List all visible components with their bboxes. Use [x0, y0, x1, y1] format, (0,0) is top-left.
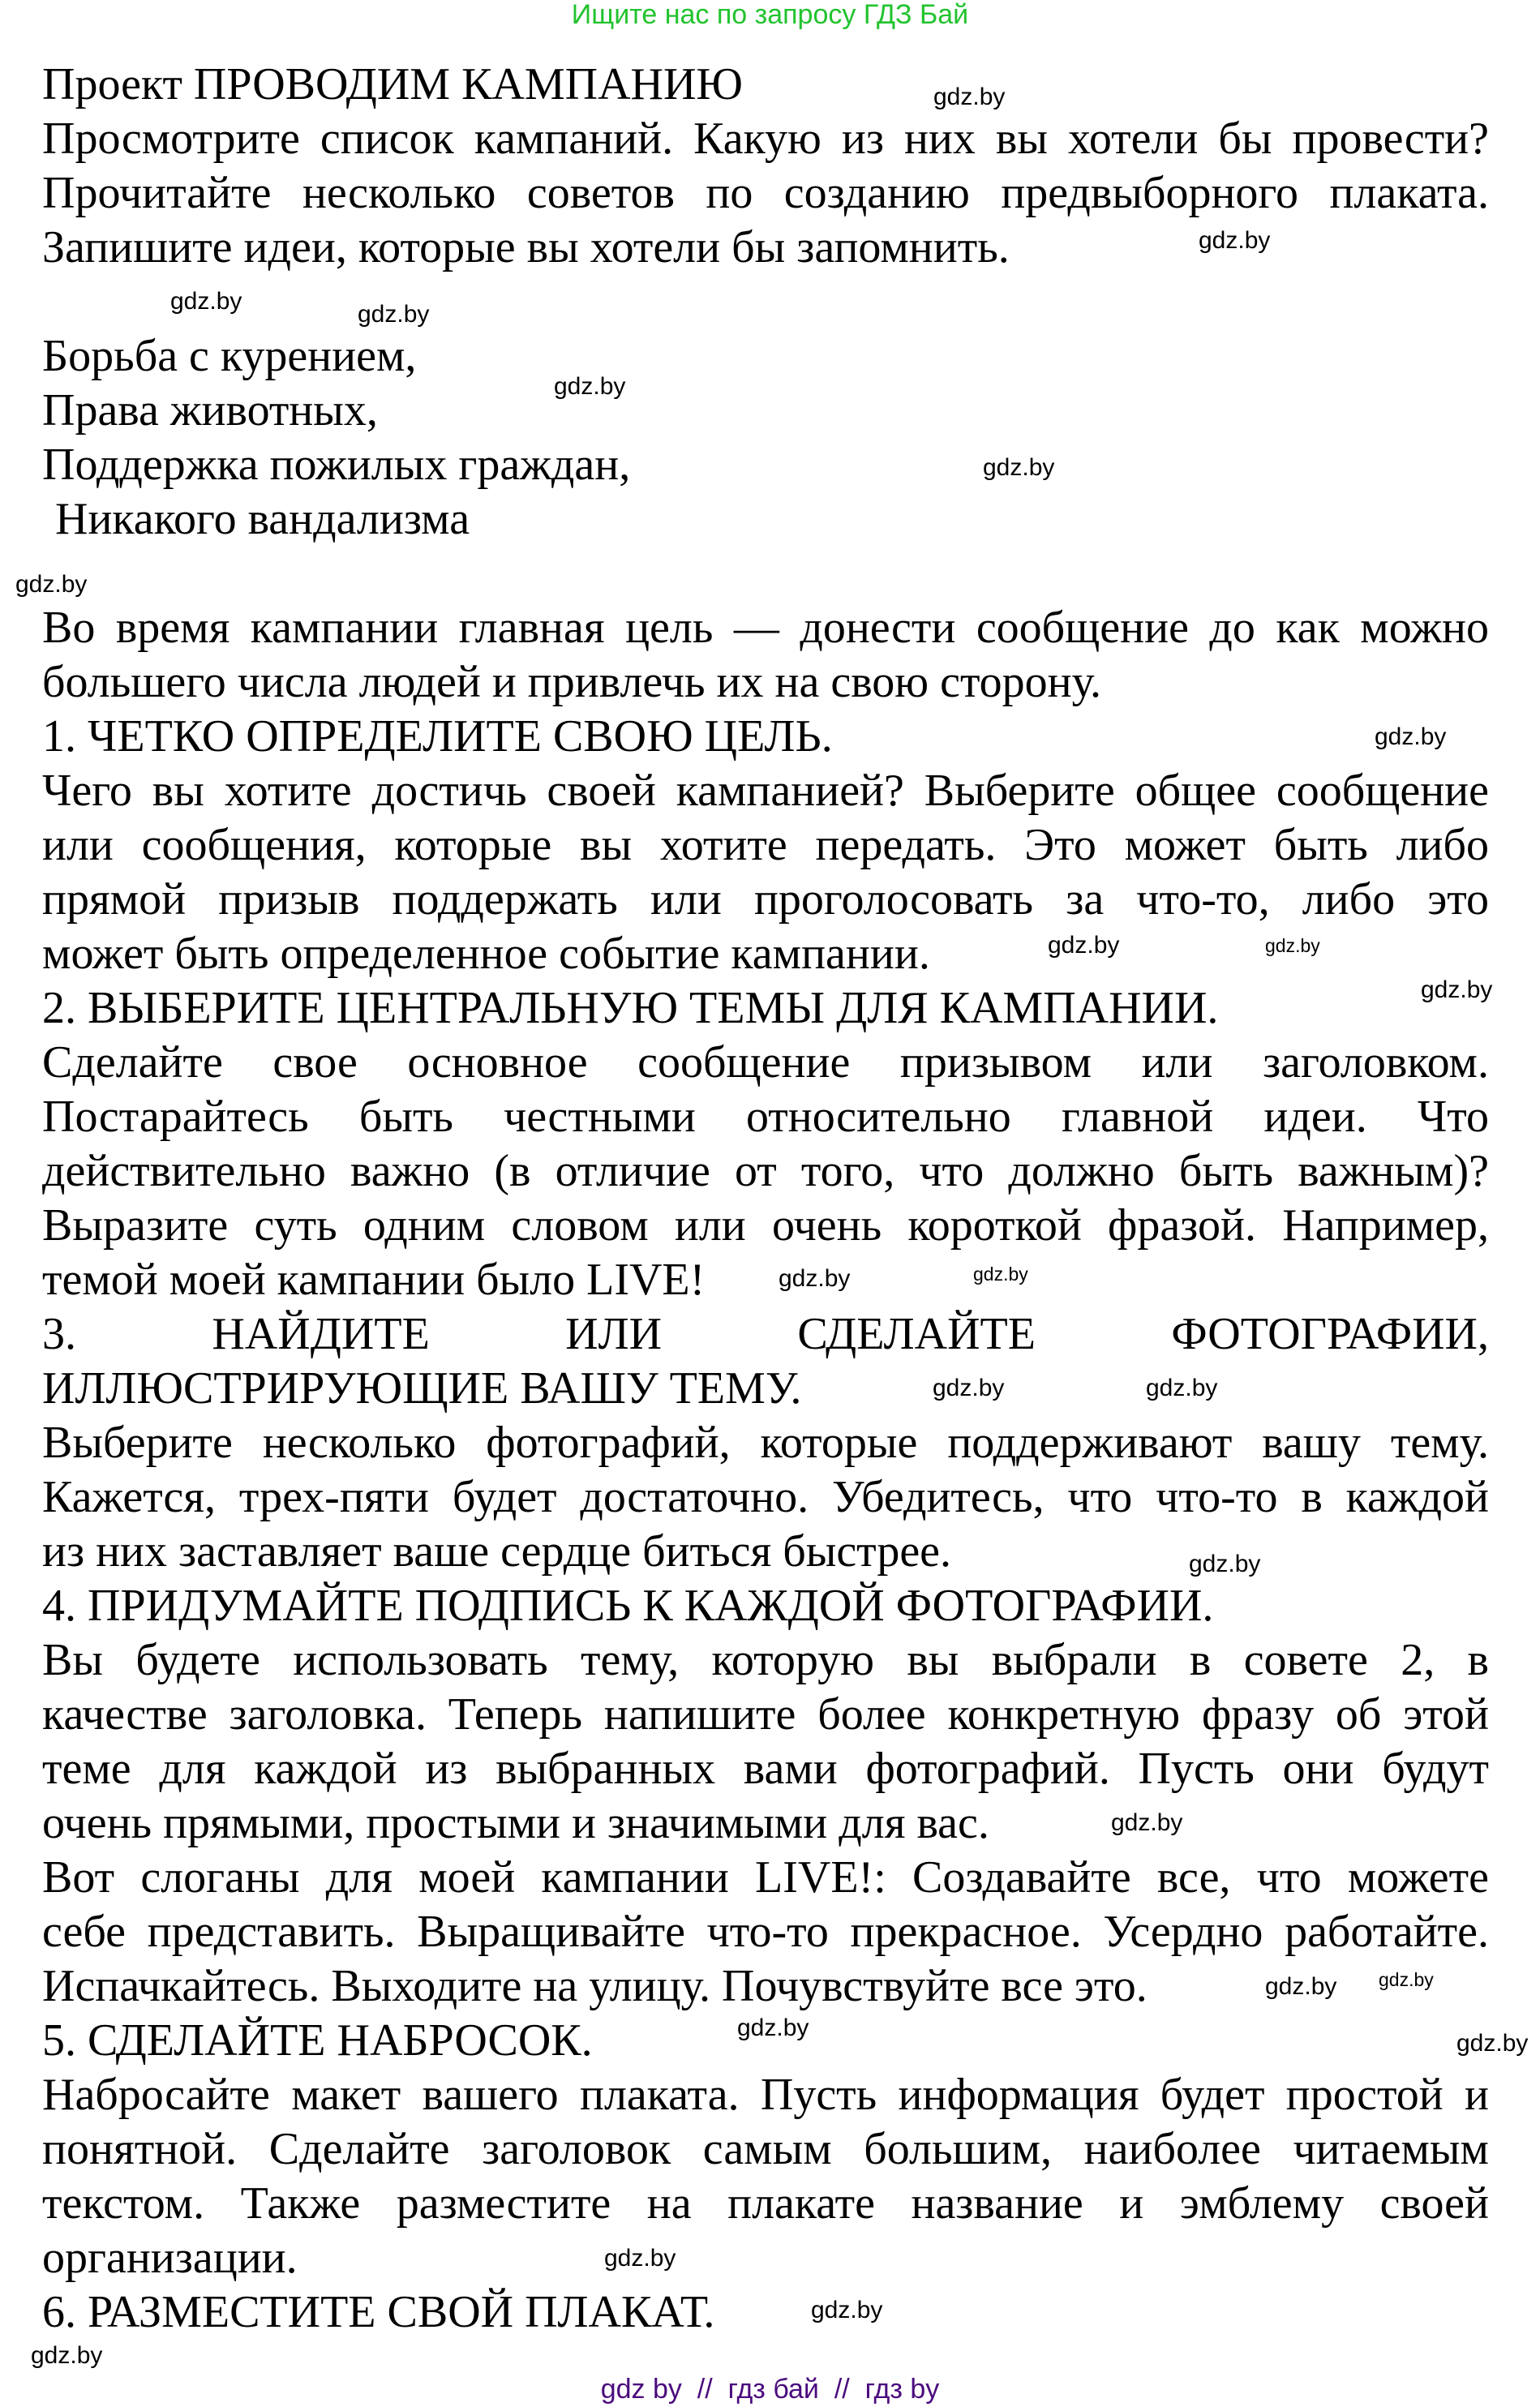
- watermark: gdz.by: [1375, 723, 1447, 750]
- text-line: большего числа людей и привлечь их на свою сторону.: [42, 657, 1102, 707]
- promo-banner[interactable]: Ищите нас по запросу ГДЗ Бай: [571, 0, 969, 30]
- watermark: gdz.by: [973, 1264, 1028, 1285]
- watermark: gdz.by: [779, 1265, 851, 1292]
- text-line: Во время кампании главная цель — донести сообщение до как можно: [42, 603, 1489, 653]
- section-heading: 5. СДЕЛАЙТЕ НАБРОСОК.: [42, 2015, 593, 2066]
- watermark: gdz.by: [1265, 935, 1320, 956]
- text-line: очень прямыми, простыми и значимыми для вас.: [42, 1798, 989, 1848]
- text-line: Просмотрите список кампаний. Какую из них вы хотели бы провести?: [42, 114, 1489, 164]
- text-line: Никакого вандализма: [55, 494, 470, 544]
- watermark: gdz.by: [1265, 1973, 1337, 2000]
- text-line: действительно важно (в отличие от того, что должно быть важным)?: [42, 1146, 1489, 1196]
- watermark: gdz.by: [554, 373, 626, 400]
- section-heading: 3. НАЙДИТЕ ИЛИ СДЕЛАЙТЕ ФОТОГРАФИИ,: [42, 1309, 1489, 1359]
- text-line: текстом. Также разместите на плакате название и эмблему своей: [42, 2178, 1489, 2229]
- watermark: gdz.by: [933, 84, 1006, 110]
- watermark: gdz.by: [1379, 1969, 1434, 1990]
- text-line: Набросайте макет вашего плаката. Пусть информация будет простой и: [42, 2070, 1489, 2120]
- text-line: прямой призыв поддержать или проголосовать за что-то, либо это: [42, 874, 1489, 925]
- text-line: Испачкайтесь. Выходите на улицу. Почувствуйте все это.: [42, 1961, 1147, 2011]
- watermark: gdz.by: [811, 2297, 883, 2323]
- text-line: Кажется, трех-пяти будет достаточно. Убедитесь, что что-то в каждой: [42, 1472, 1489, 1522]
- text-line: Выберите несколько фотографий, которые поддерживают вашу тему.: [42, 1418, 1489, 1468]
- watermark: gdz.by: [604, 2245, 676, 2272]
- text-line: понятной. Сделайте заголовок самым большим, наиболее читаемым: [42, 2124, 1489, 2174]
- watermark: gdz.by: [1146, 1375, 1218, 1401]
- text-line: Чего вы хотите достичь своей кампанией? Выберите общее сообщение: [42, 766, 1489, 816]
- watermark: gdz.by: [933, 1375, 1005, 1401]
- text-line: организации.: [42, 2233, 298, 2283]
- watermark: gdz.by: [1111, 1809, 1183, 1836]
- section-heading: Проект ПРОВОДИМ КАМПАНИЮ: [42, 59, 743, 109]
- text-line: Поддержка пожилых граждан,: [42, 440, 631, 490]
- section-heading: 1. ЧЕТКО ОПРЕДЕЛИТЕ СВОЮ ЦЕЛЬ.: [42, 711, 833, 762]
- text-line: темой моей кампании было LIVE!: [42, 1255, 706, 1305]
- text-line: Выразите суть одним словом или очень короткой фразой. Например,: [42, 1200, 1489, 1251]
- watermark: gdz.by: [983, 454, 1055, 481]
- section-heading: 6. РАЗМЕСТИТЕ СВОЙ ПЛАКАТ.: [42, 2287, 715, 2337]
- watermark: gdz.by: [358, 301, 430, 328]
- text-line: Борьба с курением,: [42, 331, 417, 381]
- section-heading: ИЛЛЮСТРИРУЮЩИЕ ВАШУ ТЕМУ.: [42, 1363, 802, 1414]
- section-heading: 2. ВЫБЕРИТЕ ЦЕНТРАЛЬНУЮ ТЕМЫ ДЛЯ КАМПАНИИ.: [42, 983, 1219, 1033]
- text-line: может быть определенное событие кампании.: [42, 929, 930, 979]
- text-line: из них заставляет ваше сердце биться быстрее.: [42, 1526, 952, 1577]
- text-line: качестве заголовка. Теперь напишите более конкретную фразу об этой: [42, 1689, 1489, 1740]
- watermark: gdz.by: [1048, 932, 1120, 959]
- footer-links[interactable]: gdz by // гдз бай // гдз by: [600, 2374, 940, 2405]
- text-line: Прочитайте несколько советов по созданию предвыборного плаката.: [42, 168, 1489, 218]
- text-line: Вы будете использовать тему, которую вы выбрали в совете 2, в: [42, 1635, 1489, 1685]
- watermark: gdz.by: [1456, 2030, 1529, 2057]
- text-line: Сделайте свое основное сообщение призывом или заголовком.: [42, 1037, 1489, 1088]
- text-line: теме для каждой из выбранных вами фотографий. Пусть они будут: [42, 1744, 1489, 1794]
- text-line: Постарайтесь быть честными относительно главной идеи. Что: [42, 1092, 1489, 1142]
- watermark: gdz.by: [737, 2014, 809, 2041]
- text-line: Вот слоганы для моей кампании LIVE!: Создавайте все, что можете: [42, 1852, 1489, 1903]
- watermark: gdz.by: [170, 288, 242, 315]
- text-line: Права животных,: [42, 385, 378, 435]
- text-line: себе представить. Выращивайте что-то прекрасное. Усердно работайте.: [42, 1907, 1489, 1957]
- section-heading: 4. ПРИДУМАЙТЕ ПОДПИСЬ К КАЖДОЙ ФОТОГРАФИИ.: [42, 1581, 1214, 1631]
- watermark: gdz.by: [1189, 1551, 1261, 1577]
- watermark: gdz.by: [1199, 227, 1271, 254]
- text-line: или сообщения, которые вы хотите передать. Это может быть либо: [42, 820, 1489, 870]
- text-line: Запишите идеи, которые вы хотели бы запомнить.: [42, 222, 1010, 272]
- watermark: gdz.by: [31, 2342, 103, 2369]
- watermark: gdz.by: [1421, 976, 1493, 1003]
- watermark: gdz.by: [15, 571, 88, 598]
